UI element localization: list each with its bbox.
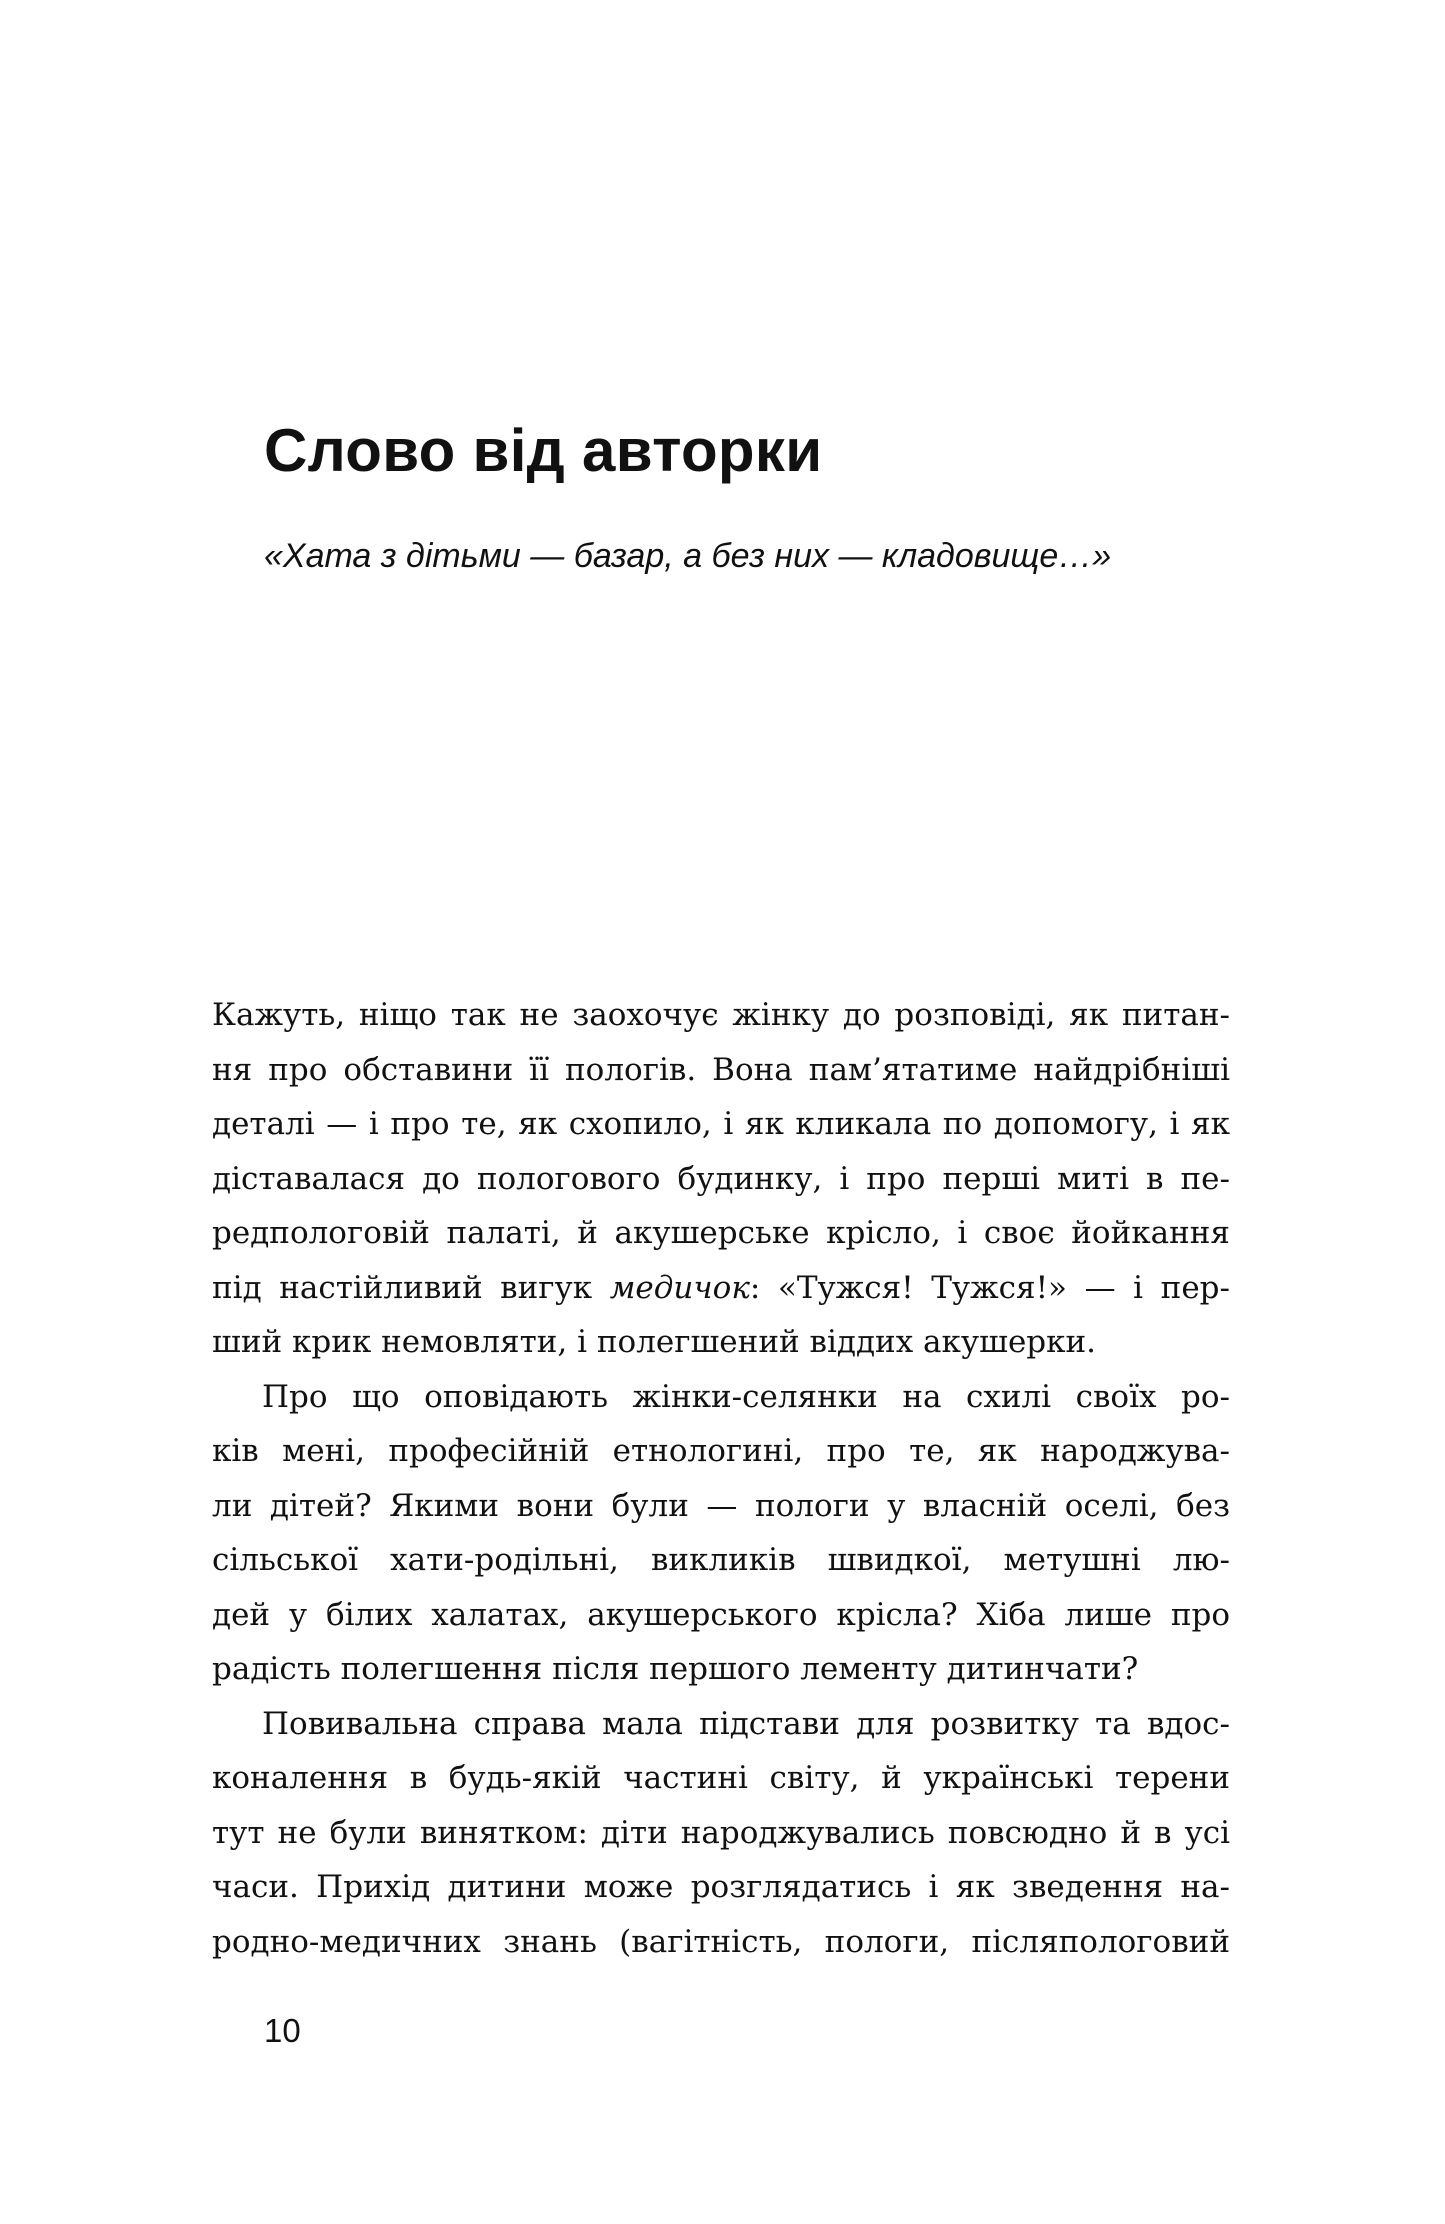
paragraph-2-line-3: ли дітей? Якими вони були — пологи у власній оселі, без: [212, 1487, 1230, 1524]
paragraph-3-line-1: Повивальна справа мала підстави для розвитку та вдос-: [262, 1705, 1230, 1742]
body-text: [212, 988, 1230, 1969]
chapter-title: Слово від авторки: [264, 417, 823, 484]
italic-term-medychok: медичок: [609, 1269, 750, 1306]
paragraph-1-line-7: ший крик немовляти, і полегшений віддих акушерки.: [212, 1324, 1097, 1360]
paragraph-3-line-4: часи. Прихід дитини може розглядатись і як зведення на-: [212, 1869, 1230, 1905]
paragraph-1-line-5: редпологовій палаті, й акушерське крісло, і своє йойкання: [212, 1215, 1230, 1251]
paragraph-2-line-2: ків мені, професійній етнологині, про те, як народжува-: [212, 1433, 1230, 1469]
paragraph-2-line-5: дей у білих халатах, акушерського крісла? Хіба лише про: [212, 1596, 1230, 1633]
line-6-after: : «Тужся! Тужся!» — і пер-: [749, 1269, 1230, 1306]
paragraph-3-line-5: родно-медичних знань (вагітність, пологи, післяпологовий: [212, 1923, 1230, 1960]
epigraph: «Хата з дітьми — базар, а без них — кладовище…»: [264, 537, 1112, 575]
paragraph-1-line-4: діставалася до пологового будинку, і про перші миті в пе-: [212, 1160, 1230, 1197]
paragraph-1-line-3: деталі — і про те, як схопило, і як кликала по допомогу, і як: [212, 1106, 1230, 1142]
paragraph-1-line-6: [212, 1261, 1230, 1316]
paragraph-2-line-4: сільської хати-родільні, викликів швидкої, метушні лю-: [212, 1542, 1230, 1578]
page-number: 10: [264, 2012, 301, 2049]
paragraph-3-line-2: коналення в будь-якій частині світу, й українські терени: [212, 1760, 1230, 1796]
line-6-before: під настійливий вигук: [212, 1269, 610, 1306]
paragraph-2-line-6: радість полегшення після першого лементу дитинчати?: [212, 1651, 1139, 1687]
paragraph-1-line-1: Кажуть, ніщо так не заохочує жінку до розповіді, як питан-: [212, 997, 1230, 1033]
paragraph-2-line-1: Про що оповідають жінки-селянки на схилі своїх ро-: [262, 1378, 1230, 1415]
paragraph-3-line-3: тут не були винятком: діти народжувались повсюдно й в усі: [212, 1814, 1230, 1851]
paragraph-1-line-2: ня про обставини її пологів. Вона пам’ятатиме найдрібніші: [212, 1051, 1230, 1088]
